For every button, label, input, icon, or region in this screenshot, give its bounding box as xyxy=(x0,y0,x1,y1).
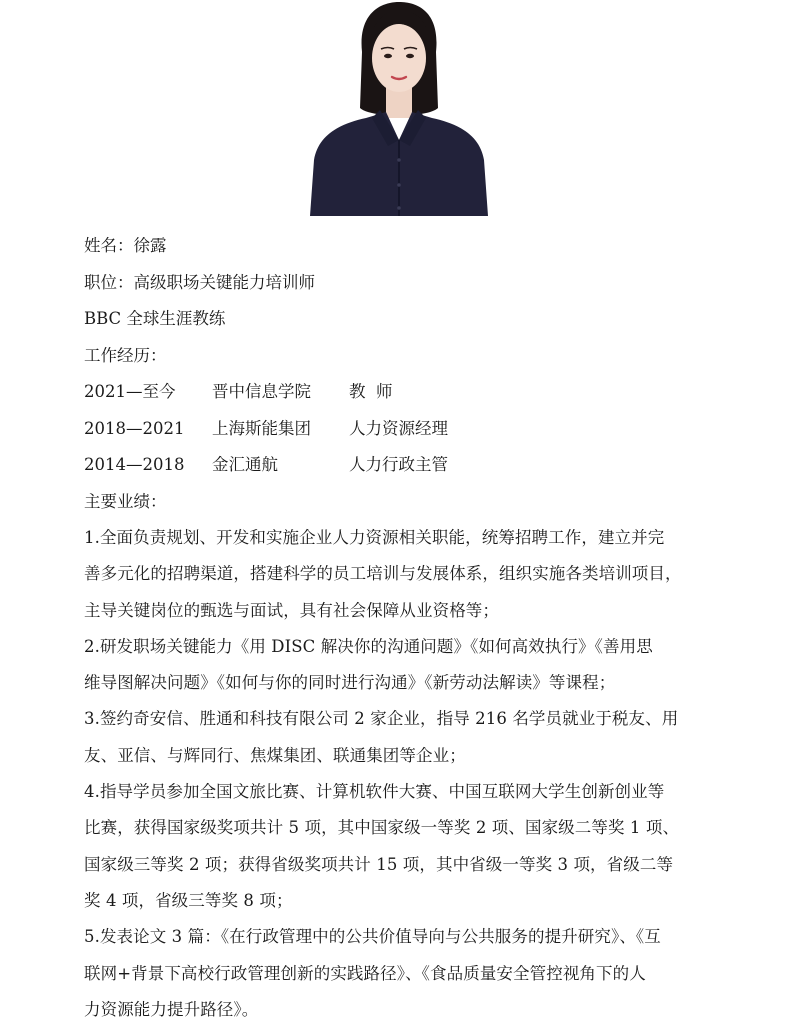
achievement-line: 1.全面负责规划、开发和实施企业人力资源相关职能，统筹招聘工作，建立并完 xyxy=(84,528,665,547)
work-history-row xyxy=(84,447,724,484)
achievement-item-5 xyxy=(84,919,724,1028)
work-role: 人力资源经理 xyxy=(349,418,448,438)
achievement-line: 奖 4 项，省级三等奖 8 项； xyxy=(84,890,293,910)
achievement-line: 4.指导学员参加全国文旅比赛、计算机软件大赛、中国互联网大学生创新创业等 xyxy=(84,782,665,802)
work-org: 金汇通航 xyxy=(212,455,278,474)
achievement-line: 友、亚信、与辉同行、焦煤集团、联通集团等企业； xyxy=(84,745,466,765)
achievement-line: 力资源能力提升路径》。 xyxy=(84,999,259,1019)
work-period: 2014—2018 xyxy=(84,455,185,474)
achievement-item-1 xyxy=(84,520,724,629)
achievement-item-4 xyxy=(84,774,724,919)
achievement-item-2 xyxy=(84,629,724,702)
portrait-illustration xyxy=(310,0,488,216)
achievement-line: 2.研发职场关键能力《用 DISC 解决你的沟通问题》《如何高效执行》《善用思 xyxy=(84,636,653,656)
achievement-line: 比赛，获得国家级奖项共计 5 项，其中国家级一等奖 2 项、国家级二等奖 1 项、 xyxy=(84,818,680,838)
work-history-row xyxy=(84,374,724,411)
work-period: 2021—至今 xyxy=(84,382,176,401)
work-history-heading: 工作经历： xyxy=(84,345,167,365)
achievement-line: 主导关键岗位的甄选与面试，具有社会保障从业资格等； xyxy=(84,600,499,620)
work-period: 2018—2021 xyxy=(84,418,185,438)
work-org: 上海斯能集团 xyxy=(212,418,311,438)
achievement-line: 维导图解决问题》《如何与你的同时进行沟通》《新劳动法解读》等课程； xyxy=(84,673,616,693)
achievement-line: 善多元化的招聘渠道，搭建科学的员工培训与发展体系，组织实施各类培训项目， xyxy=(84,564,682,584)
achievements-heading: 主要业绩： xyxy=(84,491,167,511)
work-role: 人力行政主管 xyxy=(349,455,448,474)
resume-body xyxy=(84,228,724,1028)
achievement-line: 3.签约奇安信、胜通和科技有限公司 2 家企业，指导 216 名学员就业于税友、用 xyxy=(84,709,679,729)
name-line: 姓名：徐露 xyxy=(84,236,167,255)
work-history-row xyxy=(84,411,724,448)
profile-photo xyxy=(310,0,488,216)
position-line: 职位：高级职场关键能力培训师 xyxy=(84,272,315,292)
career-coach-line: BBC 全球生涯教练 xyxy=(84,309,226,328)
work-org: 晋中信息学院 xyxy=(212,382,311,401)
achievement-item-3 xyxy=(84,701,724,774)
achievement-line: 5.发表论文 3 篇：《在行政管理中的公共价值导向与公共服务的提升研究》、《互 xyxy=(84,927,661,947)
achievement-line: 国家级三等奖 2 项；获得省级奖项共计 15 项，其中省级一等奖 3 项，省级二等 xyxy=(84,854,674,874)
work-role: 教 师 xyxy=(349,382,393,401)
achievement-line: 联网+背景下高校行政管理创新的实践路径》、《食品质量安全管控视角下的人 xyxy=(84,963,646,983)
